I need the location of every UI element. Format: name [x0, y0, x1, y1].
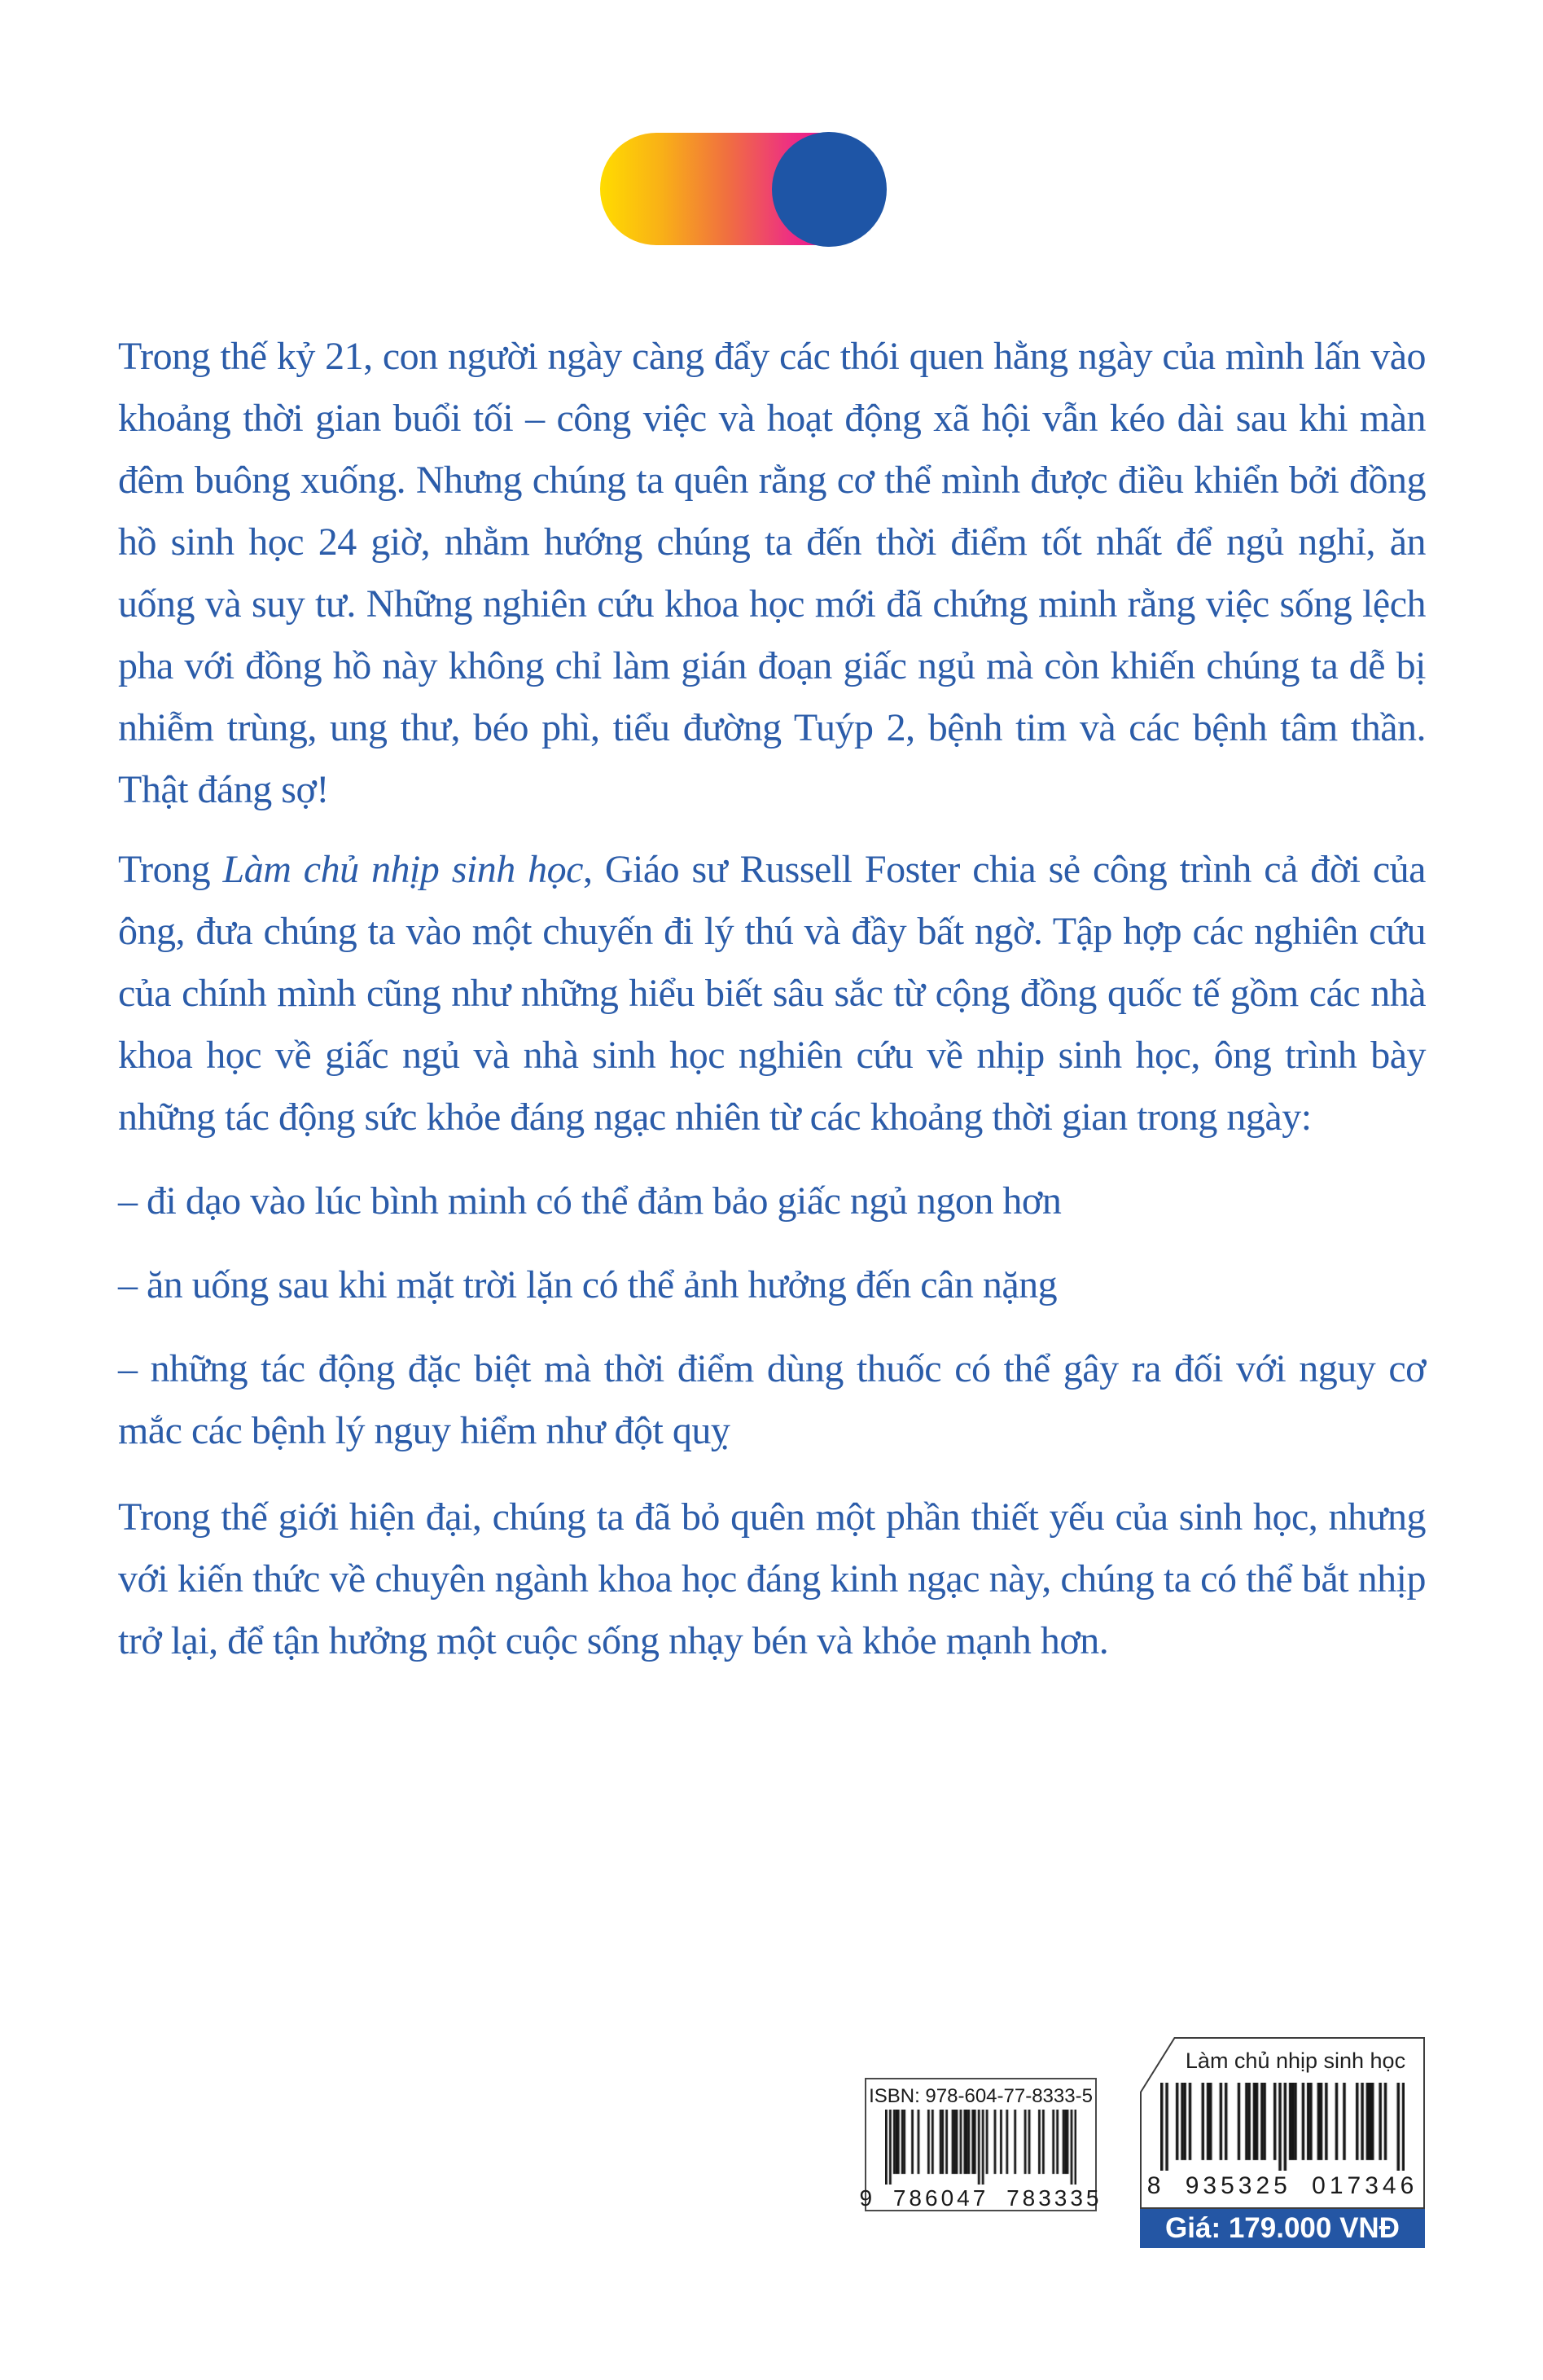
paragraph-2-rest: , Giáo sư Russell Foster chia sẻ công trình cả đời của ông, đưa chúng ta vào một chuyến đi lý thú và đầy bất ngờ. Tập hợp các nghiên cứu của chính mình cũng như những hiểu biết sâu sắc từ cộng đồng quốc tế gồm các nhà khoa học về giấc ngủ và nhà sinh học nghiên cứu về nhịp sinh học, ông trình bày những tác động sức khỏe đáng ngạc nhiên từ các khoảng thời gian trong ngày: [118, 848, 1426, 1139]
paragraph-3: Trong thế giới hiện đại, chúng ta đã bỏ quên một phần thiết yếu của sinh học, nhưng với kiến thức về chuyên ngành khoa học đáng kinh ngạc này, chúng ta có thể bắt nhịp trở lại, để tận hưởng một cuộc sống nhạy bén và khỏe mạnh hơn. [118, 1495, 1426, 1662]
product-barcode-digits: 8 935325 017346 [1146, 2172, 1418, 2199]
isbn-label: ISBN: 978-604-77-8333-5 [869, 2085, 1093, 2107]
isbn-barcode [885, 2110, 1076, 2185]
paragraph-2 [118, 839, 1426, 1148]
product-barcode [1160, 2083, 1405, 2171]
bullet-item-3: – những tác động đặc biệt mà thời điểm dùng thuốc có thể gây ra đối với nguy cơ mắc các bệnh lý nguy hiểm như đột quỵ [118, 1347, 1426, 1452]
publisher-logo [600, 132, 887, 247]
price-tag [1140, 2037, 1425, 2248]
book-title-italic: Làm chủ nhịp sinh học [222, 848, 583, 891]
blurb-text [118, 326, 1426, 1672]
price-tag-book-title: Làm chủ nhịp sinh học [1185, 2048, 1406, 2073]
price-bar [1140, 2209, 1425, 2248]
paragraph-2-prefix: Trong [118, 848, 223, 891]
logo-blue-circle [772, 132, 887, 247]
bullet-item-1: – đi dạo vào lúc bình minh có thể đảm bảo giấc ngủ ngon hơn [118, 1179, 1062, 1223]
isbn-digits: 9 786047 783335 [859, 2185, 1102, 2211]
paragraph-1: Trong thế kỷ 21, con người ngày càng đẩy các thói quen hằng ngày của mình lấn vào khoảng thời gian buổi tối – công việc và hoạt động xã hội vẫn kéo dài sau khi màn đêm buông xuống. Nhưng chúng ta quên rằng cơ thể mình được điều khiển bởi đồng hồ sinh học 24 giờ, nhằm hướng chúng ta đến thời điểm tốt nhất để ngủ nghỉ, ăn uống và suy tư. Những nghiên cứu khoa học mới đã chứng minh rằng việc sống lệch pha với đồng hồ này không chỉ làm gián đoạn giấc ngủ mà còn khiến chúng ta dễ bị nhiễm trùng, ung thư, béo phì, tiểu đường Tuýp 2, bệnh tim và các bệnh tâm thần. Thật đáng sợ! [118, 335, 1426, 811]
isbn-barcode-box [859, 2078, 1102, 2211]
bullet-item-2: – ăn uống sau khi mặt trời lặn có thể ảnh hưởng đến cân nặng [118, 1263, 1058, 1306]
price-label: Giá: 179.000 VNĐ [1165, 2212, 1400, 2244]
